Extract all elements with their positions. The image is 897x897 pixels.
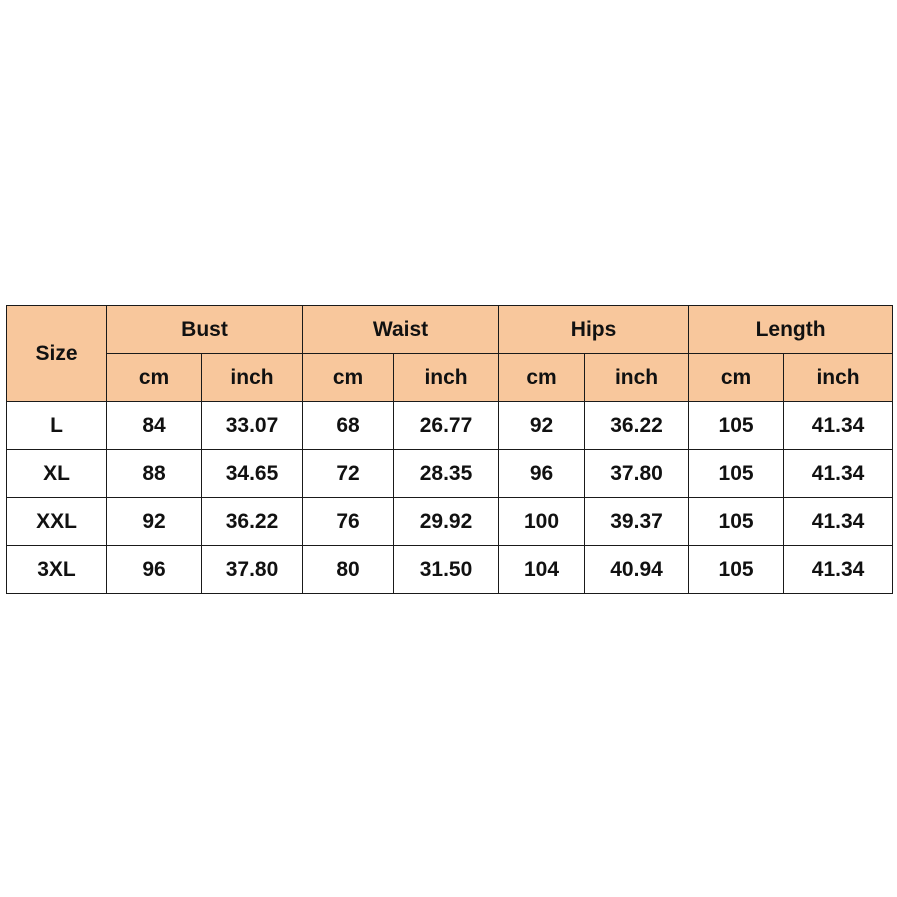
length-inch-cell: 41.34	[784, 450, 893, 498]
size-cell: XL	[7, 450, 107, 498]
hips-cm-cell: 100	[499, 498, 585, 546]
length-cm-cell: 105	[689, 450, 784, 498]
hips-inch-cell: 39.37	[585, 498, 689, 546]
bust-cm-cell: 96	[107, 546, 202, 594]
bust-inch-cell: 36.22	[202, 498, 303, 546]
hips-header: Hips	[499, 306, 689, 354]
length-cm-cell: 105	[689, 402, 784, 450]
bust-cm-cell: 88	[107, 450, 202, 498]
waist-inch-cell: 31.50	[394, 546, 499, 594]
header-row-units	[7, 354, 893, 402]
table-header	[7, 306, 893, 402]
length-inch-cell: 41.34	[784, 546, 893, 594]
length-inch-cell: 41.34	[784, 498, 893, 546]
hips-inch-cell: 40.94	[585, 546, 689, 594]
size-cell: 3XL	[7, 546, 107, 594]
bust-header: Bust	[107, 306, 303, 354]
table-row	[7, 450, 893, 498]
waist-cm-cell: 80	[303, 546, 394, 594]
header-row-groups	[7, 306, 893, 354]
table-row	[7, 546, 893, 594]
bust-cm-cell: 84	[107, 402, 202, 450]
length-header: Length	[689, 306, 893, 354]
bust-inch-cell: 34.65	[202, 450, 303, 498]
waist-inch-cell: 28.35	[394, 450, 499, 498]
hips-cm-cell: 92	[499, 402, 585, 450]
waist-inch-header: inch	[394, 354, 499, 402]
waist-inch-cell: 29.92	[394, 498, 499, 546]
waist-inch-cell: 26.77	[394, 402, 499, 450]
hips-inch-header: inch	[585, 354, 689, 402]
length-inch-header: inch	[784, 354, 893, 402]
waist-header: Waist	[303, 306, 499, 354]
bust-inch-cell: 37.80	[202, 546, 303, 594]
length-cm-cell: 105	[689, 546, 784, 594]
length-cm-header: cm	[689, 354, 784, 402]
hips-inch-cell: 36.22	[585, 402, 689, 450]
bust-cm-header: cm	[107, 354, 202, 402]
waist-cm-cell: 76	[303, 498, 394, 546]
waist-cm-cell: 72	[303, 450, 394, 498]
table-body	[7, 402, 893, 594]
table-row	[7, 498, 893, 546]
length-inch-cell: 41.34	[784, 402, 893, 450]
bust-inch-header: inch	[202, 354, 303, 402]
waist-cm-header: cm	[303, 354, 394, 402]
size-header: Size	[7, 306, 107, 402]
table-row	[7, 402, 893, 450]
hips-cm-header: cm	[499, 354, 585, 402]
size-cell: L	[7, 402, 107, 450]
hips-inch-cell: 37.80	[585, 450, 689, 498]
size-chart-table	[6, 305, 893, 594]
bust-inch-cell: 33.07	[202, 402, 303, 450]
length-cm-cell: 105	[689, 498, 784, 546]
hips-cm-cell: 104	[499, 546, 585, 594]
waist-cm-cell: 68	[303, 402, 394, 450]
size-cell: XXL	[7, 498, 107, 546]
hips-cm-cell: 96	[499, 450, 585, 498]
bust-cm-cell: 92	[107, 498, 202, 546]
